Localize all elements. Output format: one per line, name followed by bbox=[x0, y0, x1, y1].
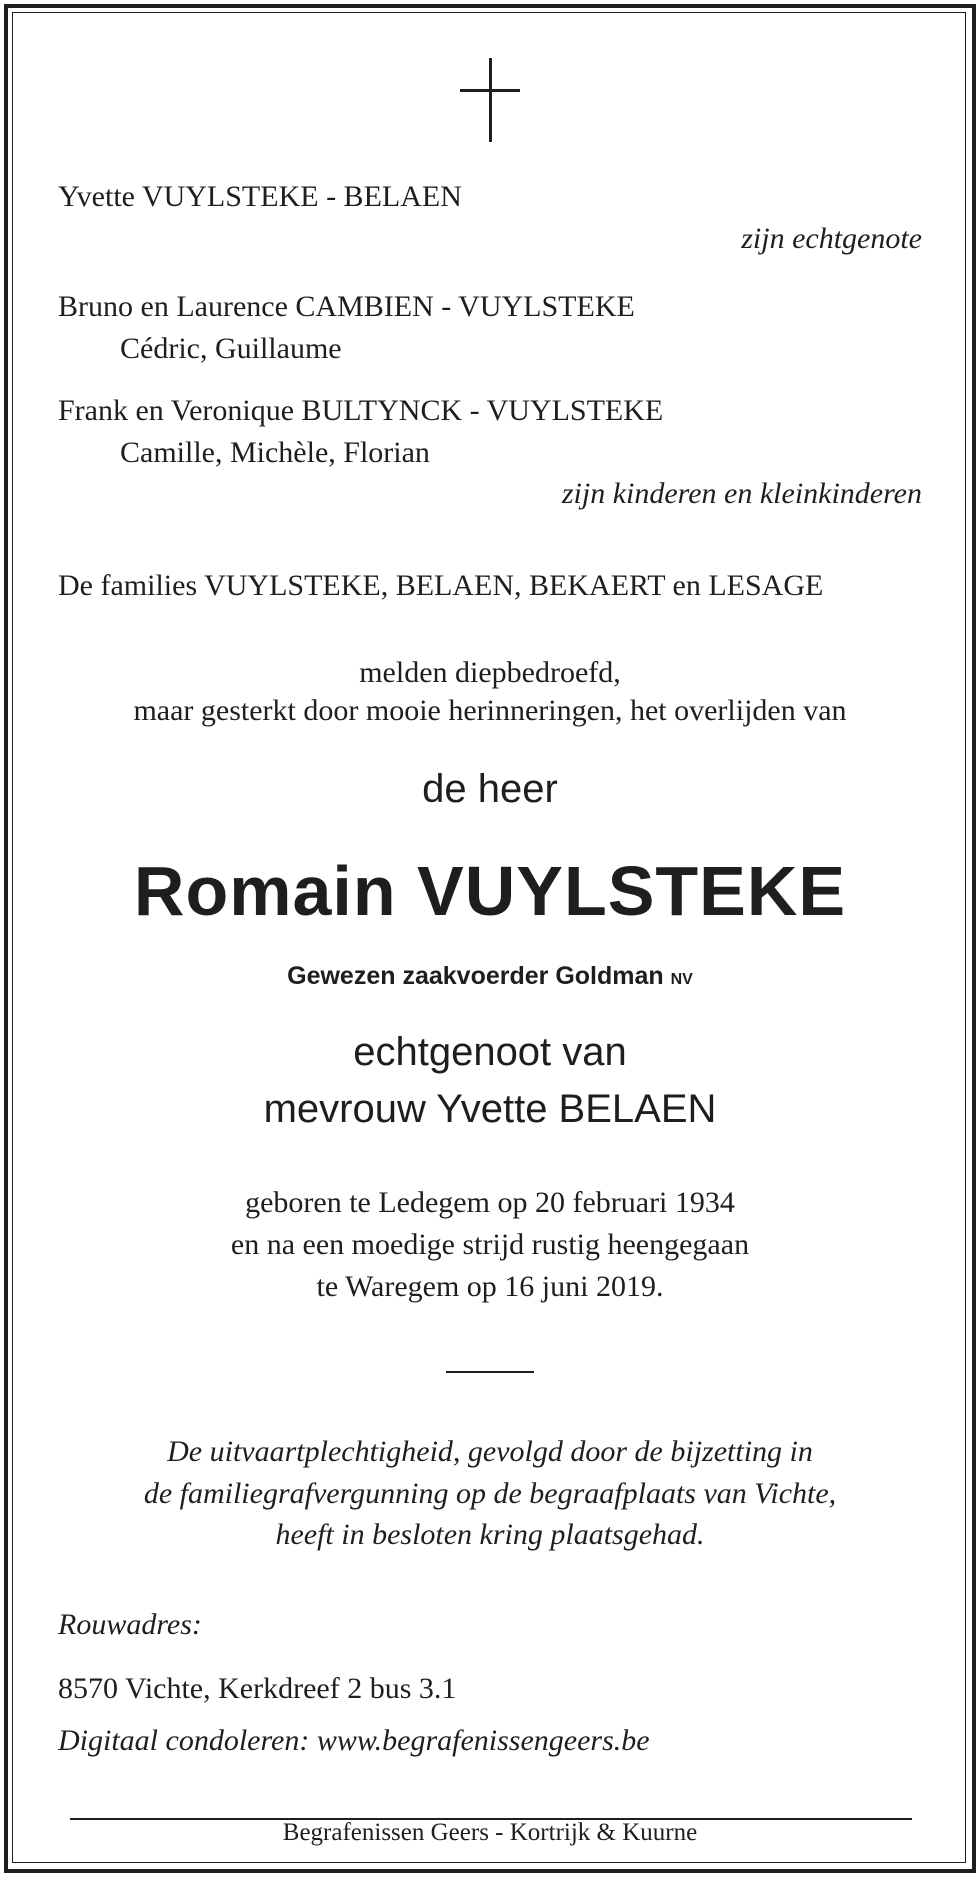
children-role: zijn kinderen en kleinkinderen bbox=[561, 477, 922, 510]
place-date-line: te Waregem op 16 juni 2019. bbox=[316, 1270, 664, 1303]
child2-grandchildren: Camille, Michèle, Florian bbox=[120, 436, 430, 469]
occupation-line bbox=[0, 962, 980, 991]
address-value: 8570 Vichte, Kerkdreef 2 bus 3.1 bbox=[58, 1672, 457, 1705]
funeral-line1: De uitvaartplechtigheid, gevolgd door de bijzetting in bbox=[167, 1435, 813, 1468]
condolence-line[interactable]: Digitaal condoleren: www.begrafenissengeers.be bbox=[58, 1724, 650, 1757]
deceased-name: Romain VUYLSTEKE bbox=[133, 852, 847, 930]
child2-parents: Frank en Veronique BULTYNCK - VUYLSTEKE bbox=[58, 394, 664, 427]
spouse-line1: echtgenoot van bbox=[353, 1030, 627, 1074]
child1-parents: Bruno en Laurence CAMBIEN - VUYLSTEKE bbox=[58, 290, 635, 323]
funeral-line2: de familiegrafvergunning op de begraafplaats van Vichte, bbox=[143, 1477, 837, 1510]
wife-name: Yvette VUYLSTEKE - BELAEN bbox=[58, 180, 462, 213]
undertaker-footer: Begrafenissen Geers - Kortrijk & Kuurne bbox=[282, 1819, 698, 1846]
passed-line: en na een moedige strijd rustig heengegaan bbox=[230, 1228, 750, 1261]
announcement-line1: melden diepbedroefd, bbox=[359, 656, 621, 689]
spouse-line2: mevrouw Yvette BELAEN bbox=[263, 1087, 717, 1131]
announcement-line2: maar gesterkt door mooie herinneringen, het overlijden van bbox=[133, 694, 847, 727]
funeral-line3: heeft in besloten kring plaatsgehad. bbox=[275, 1518, 705, 1551]
birth-line: geboren te Ledegem op 20 februari 1934 bbox=[245, 1186, 735, 1219]
address-label: Rouwadres: bbox=[58, 1608, 202, 1641]
occupation-suffix: NV bbox=[670, 971, 693, 988]
separator-rule bbox=[446, 1371, 534, 1373]
child1-grandchildren: Cédric, Guillaume bbox=[120, 332, 342, 365]
deceased-title: de heer bbox=[422, 767, 558, 811]
families-line: De families VUYLSTEKE, BELAEN, BEKAERT en LESAGE bbox=[58, 569, 824, 602]
occupation: Gewezen zaakvoerder Goldman bbox=[287, 962, 664, 990]
wife-role: zijn echtgenote bbox=[741, 222, 922, 255]
